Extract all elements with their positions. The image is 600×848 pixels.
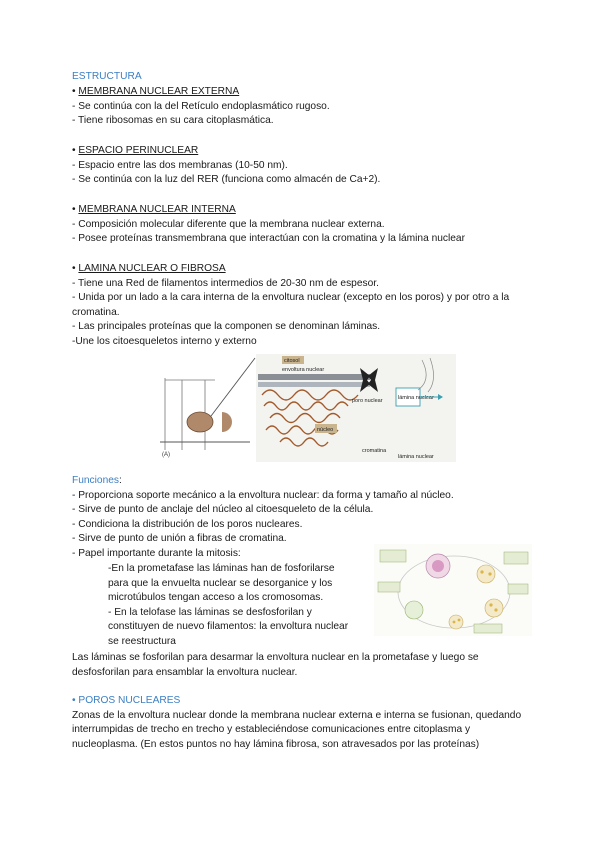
chromatin-label: cromatina [362, 448, 387, 454]
section-title-row [72, 144, 534, 159]
text-line: -En la prometafase las láminas han de fosforilarse [108, 563, 335, 574]
text-line: se reestructura [108, 635, 176, 647]
section-perinuclear-space [72, 144, 534, 188]
section-title-row [72, 203, 534, 218]
pores-text: Zonas de la envoltura nuclear donde la membrana nuclear externa e interna se fusionan, quedando interrumpidas de trecho en trecho y estableciéndose comunicaciones entre citoplasma y nucleoplasma. (En estos puntos no hay lámina fibrosa, son atravesados por las proteínas) [72, 709, 522, 750]
section-title: MEMBRANA NUCLEAR EXTERNA [78, 86, 240, 97]
pores-heading: POROS NUCLEARES [78, 695, 181, 706]
bullet: • [72, 145, 76, 156]
text-line: - Espacio entre las dos membranas (10-50 nm). [72, 159, 288, 171]
bullet: • [72, 263, 76, 274]
text-line: para que la envuelta nuclear se desorganice y los [108, 577, 333, 589]
text-line: - Tiene una Red de filamentos intermedios de 20-30 nm de espesor. [72, 277, 379, 289]
text-line: - Condiciona la distribución de los poros nucleares. [72, 518, 303, 530]
section-title: MEMBRANA NUCLEAR INTERNA [78, 204, 236, 215]
panel-a [160, 358, 255, 458]
envelope-label: envoltura nuclear [282, 367, 325, 373]
section-outer-membrane [72, 85, 534, 129]
section-nuclear-lamina [72, 262, 534, 350]
text-line: - Se continúa con la del Retículo endoplasmático rugoso. [72, 100, 330, 112]
envelope-panel [256, 354, 456, 462]
text-line: -Une los citoesqueletos interno y externo [72, 335, 257, 347]
citosol-label: citosol [284, 358, 300, 364]
panel-a-label: (A) [162, 452, 170, 458]
text-line: - En la telofase las láminas se desfosforilan y [108, 606, 312, 618]
text-line: - Composición molecular diferente que la membrana nuclear externa. [72, 218, 385, 230]
mitosis-details [92, 562, 382, 650]
text-line: - Sirve de punto de unión a fibras de cromatina. [72, 533, 287, 545]
bullet: • [72, 695, 76, 706]
text-line: - Se continúa con la luz del RER (funciona como almacén de Ca+2). [72, 174, 381, 186]
text-line: constituyen de nuevo filamentos: la envoltura nuclear [108, 621, 349, 633]
functions-colon: : [119, 475, 122, 486]
section-title-row [72, 262, 534, 277]
pores-heading-row [72, 694, 534, 709]
text-line: microtúbulos tengan acceso a los cromosomas. [108, 592, 324, 604]
section-title-row [72, 85, 534, 100]
functions-heading: Funciones [72, 475, 120, 486]
text-line: - Posee proteínas transmembrana que interactúan con la cromatina y la lámina nuclear [72, 233, 465, 245]
section-title: LAMINA NUCLEAR O FIBROSA [78, 263, 226, 274]
text-line: - Las principales proteínas que la componen se denominan láminas. [72, 321, 381, 333]
lamina-label: lámina nuclear [398, 395, 434, 401]
mitosis-cycle-figure [374, 544, 532, 636]
text-line: - Tiene ribosomas en su cara citoplasmática. [72, 115, 274, 127]
pore-label: poro nuclear [352, 398, 383, 404]
functions-heading-row [72, 474, 534, 489]
structure-heading: ESTRUCTURA [72, 71, 142, 82]
text-line: - Sirve de punto de anclaje del núcleo al citoesqueleto de la célula. [72, 504, 374, 516]
bullet: • [72, 86, 76, 97]
text-line: - Unida por un lado a la cara interna de la envoltura nuclear (excepto en los poros) y por otro a la cromatina. [72, 292, 510, 318]
text-line: - Proporciona soporte mecánico a la envoltura nuclear: da forma y tamaño al núcleo. [72, 489, 454, 501]
lamina2-label: lámina nuclear [398, 454, 434, 460]
pores-section [72, 694, 534, 752]
lamina-summary: Las láminas se fosforilan para desarmar la envoltura nuclear en la prometafase y luego se desfosforilan para ensamblar la envoltura nuclear. [72, 652, 479, 678]
section-title: ESPACIO PERINUCLEAR [78, 145, 199, 156]
bullet: • [72, 204, 76, 215]
nuclear-envelope-figure [160, 350, 460, 465]
text-line: - Papel importante durante la mitosis: [72, 547, 241, 559]
nucleus-label: núcleo [317, 427, 334, 433]
section-inner-membrane [72, 203, 534, 247]
